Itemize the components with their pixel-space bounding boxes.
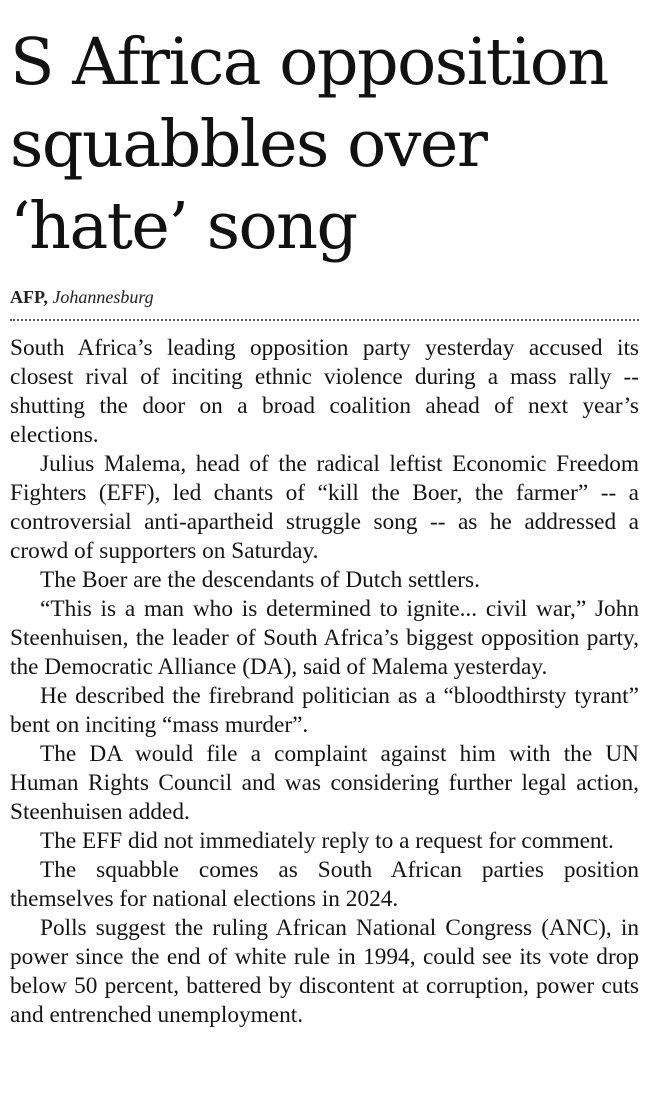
article-body — [10, 334, 639, 1030]
headline-line: S Africa opposition — [10, 25, 608, 100]
body-paragraph: “This is a man who is determined to ignite... civil war,” John Steenhuisen, the leader of South Africa’s biggest opposition party, the Democratic Alliance (DA), said of Malema yesterday. — [10, 596, 639, 680]
byline-location: Johannesburg — [52, 287, 154, 307]
body-paragraph: South Africa’s leading opposition party yesterday accused its closest rival of inciting ethnic violence during a mass rally -- shutting the door on a broad coalition ahead of next year’s elections. — [10, 335, 639, 448]
headline — [10, 0, 639, 268]
body-paragraph: Julius Malema, head of the radical leftist Economic Freedom Fighters (EFF), led chants of “kill the Boer, the farmer” -- a controversial anti-apartheid struggle song -- as he addressed a crowd of supporters on Saturday. — [10, 451, 639, 564]
news-article — [10, 0, 639, 1030]
body-paragraph: Polls suggest the ruling African National Congress (ANC), in power since the end of white rule in 1994, could see its vote drop below 50 percent, battered by discontent at corruption, power cuts and entrenched unemployment. — [10, 915, 639, 1028]
headline-line: squabbles over — [10, 107, 487, 182]
headline-line: ‘hate’ song — [10, 189, 357, 264]
body-paragraph: The Boer are the descendants of Dutch settlers. — [40, 567, 480, 593]
byline-agency: AFP, — [10, 287, 48, 307]
body-paragraph: The squabble comes as South African parties position themselves for national elections in 2024. — [10, 857, 639, 912]
body-paragraph: The EFF did not immediately reply to a request for comment. — [40, 828, 614, 854]
body-paragraph: He described the firebrand politician as a “bloodthirsty tyrant” bent on inciting “mass murder”. — [10, 683, 639, 738]
dotted-divider — [10, 319, 639, 321]
byline — [10, 286, 639, 308]
body-paragraph: The DA would file a complaint against him with the UN Human Rights Council and was considering further legal action, Steenhuisen added. — [10, 741, 639, 825]
